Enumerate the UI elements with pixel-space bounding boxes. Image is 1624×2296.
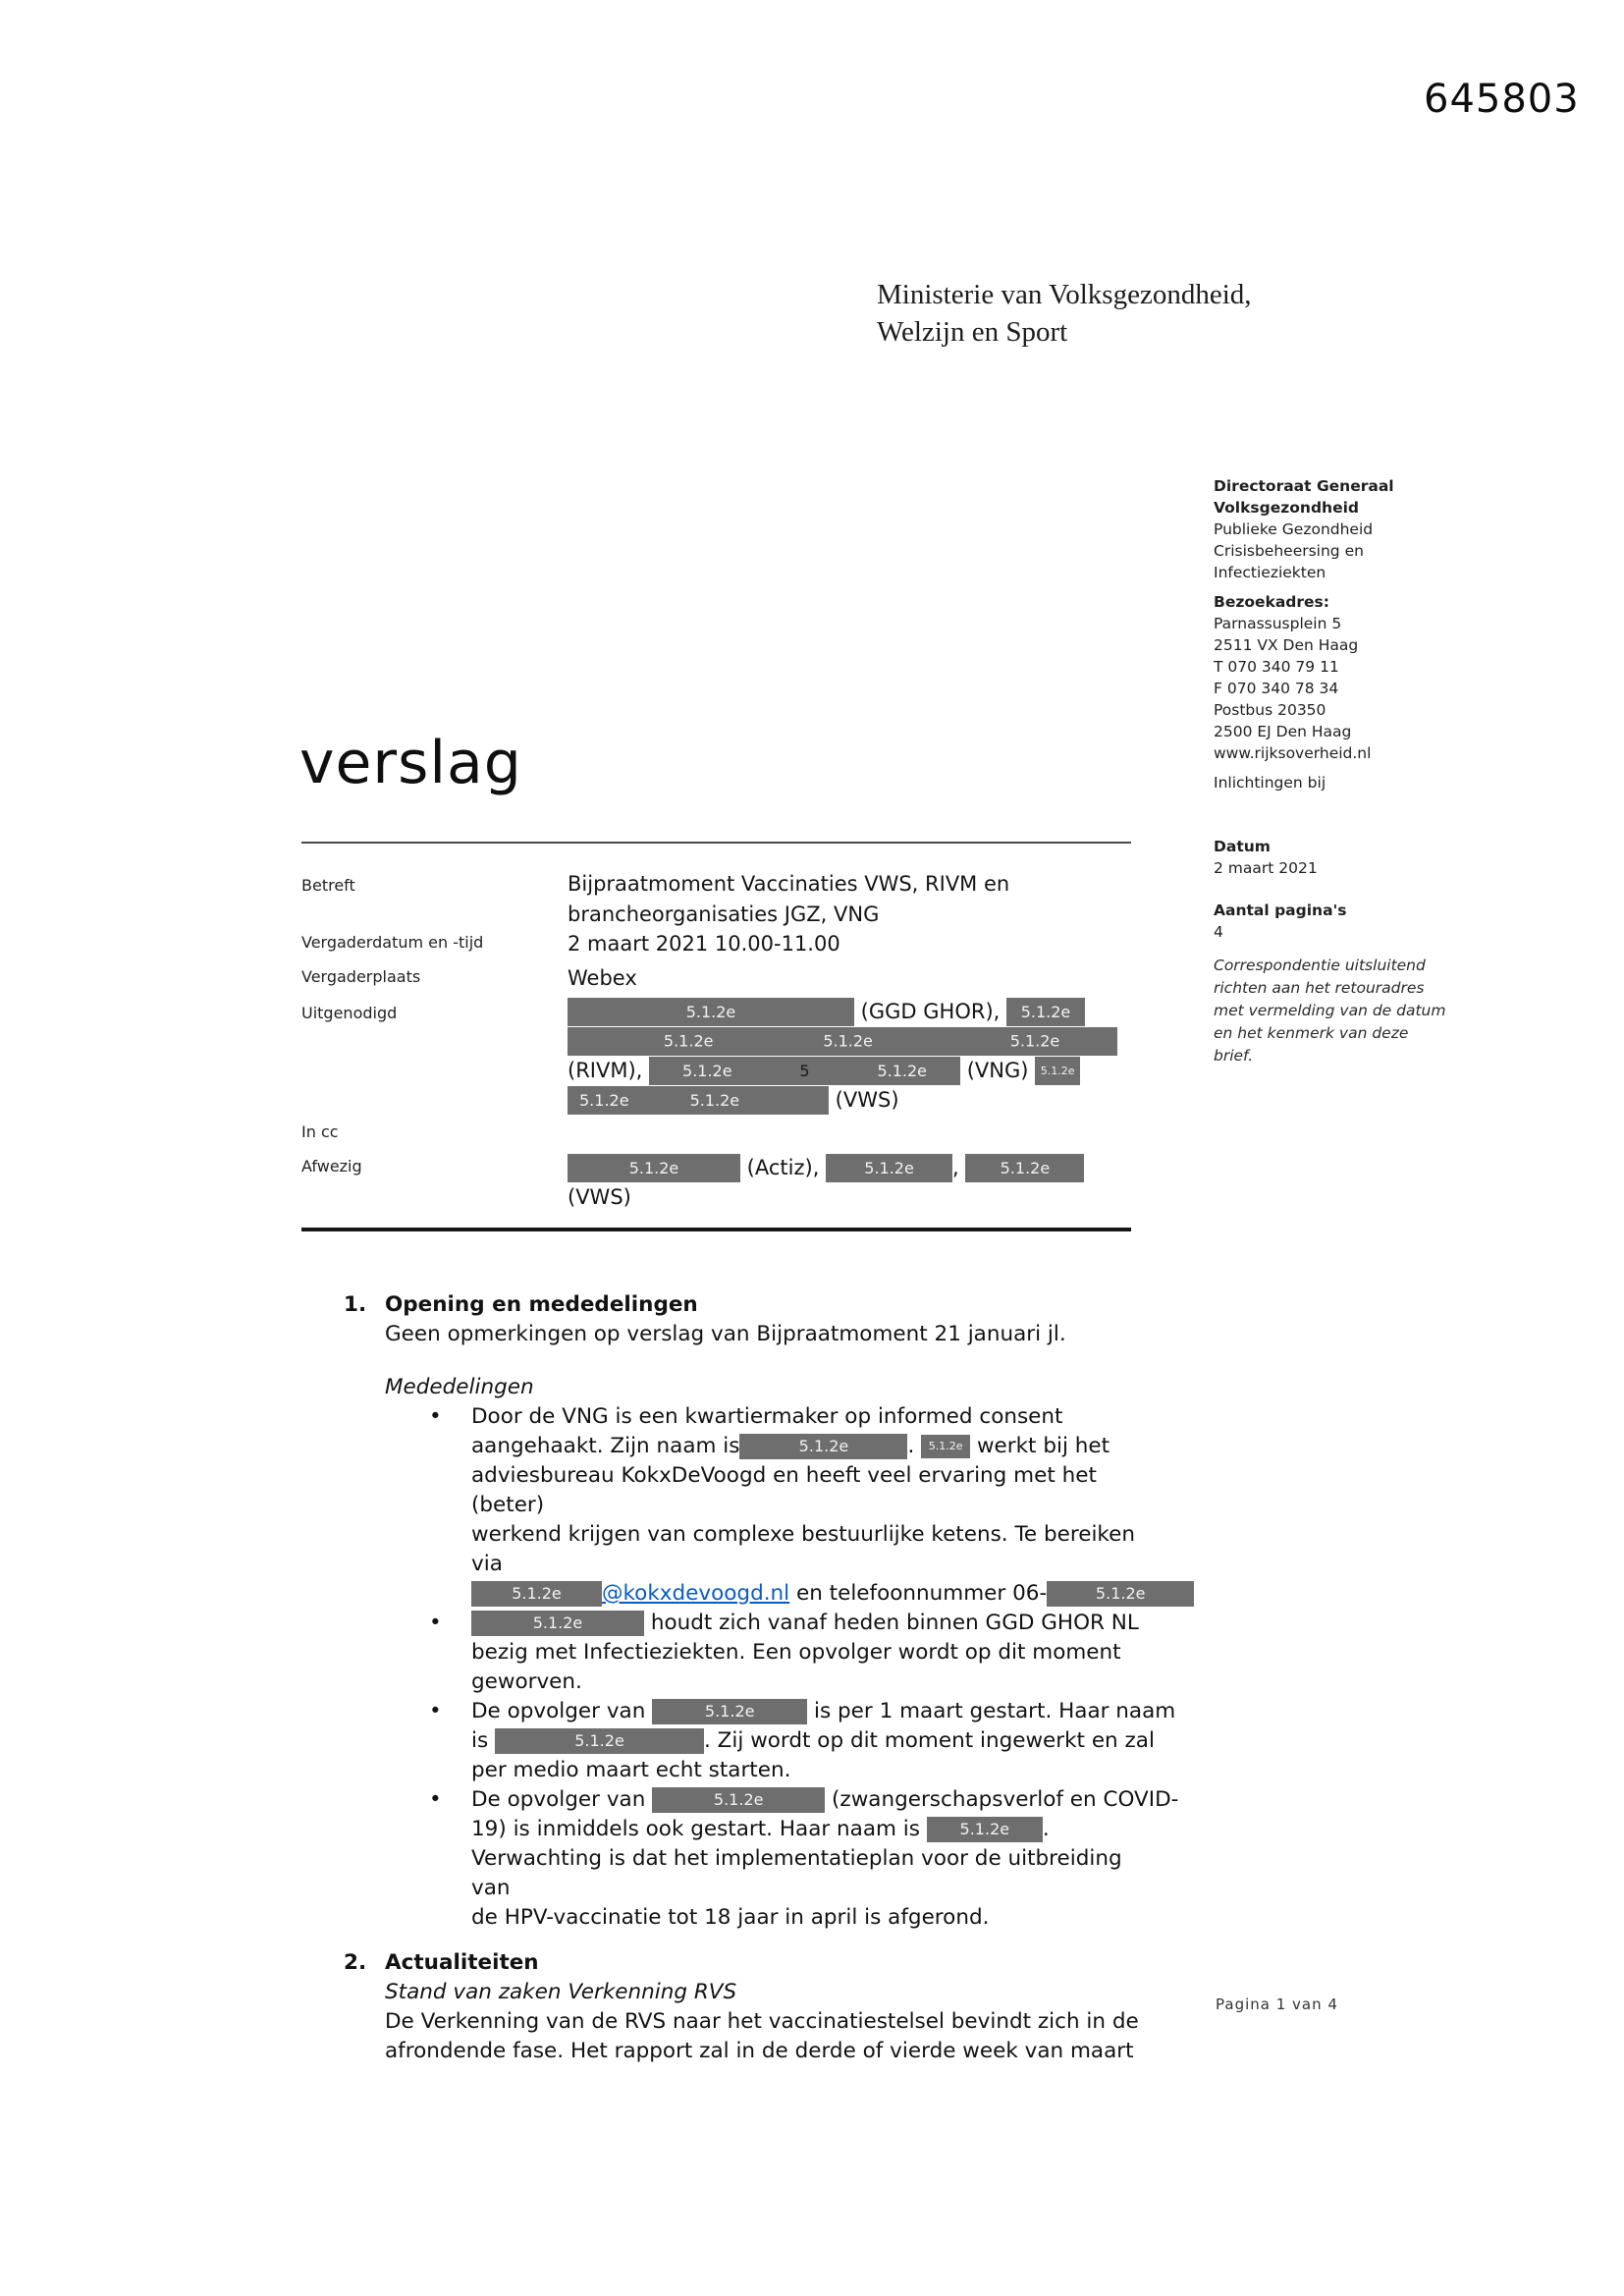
- bullet-line: de HPV-vaccinatie tot 18 jaar in april is afgerond.: [471, 1905, 990, 1930]
- bullet-item-3: [385, 1697, 1176, 1785]
- ministry-letterhead: [877, 276, 1252, 351]
- bullet-line: [471, 1579, 1146, 1609]
- bullet-line: per medio maart echt starten.: [471, 1758, 791, 1782]
- redaction-bar: [965, 1154, 1084, 1182]
- section-2-line: De Verkenning van de RVS naar het vaccinatiestelsel bevindt zich in de: [385, 2009, 1139, 2034]
- bullet-icon: •: [429, 1611, 442, 1635]
- bullet-text: 19) is inmiddels ook gestart. Haar naam is: [471, 1817, 927, 1841]
- bullet-icon: •: [429, 1404, 442, 1429]
- redaction-code: 5.1.2e: [682, 1061, 732, 1080]
- meeting-place-label: Vergaderplaats: [301, 967, 421, 986]
- page-footer: Pagina 1 van 4: [1216, 1995, 1338, 2013]
- redaction-code: 5.1.2e: [704, 1702, 755, 1721]
- note-line: brief.: [1214, 1047, 1254, 1065]
- betreft-label: Betreft: [301, 876, 355, 895]
- address-line: 2500 EJ Den Haag: [1214, 723, 1352, 740]
- bullet-line: geworven.: [471, 1669, 582, 1694]
- section-2-line: afrondende fase. Het rapport zal in de derde of vierde week van maart: [385, 2039, 1134, 2063]
- bullet-text: is: [471, 1728, 496, 1753]
- divider-thick: [301, 1228, 1131, 1231]
- betreft-line: brancheorganisaties JGZ, VNG: [568, 902, 880, 926]
- report-body: [344, 1290, 1179, 2066]
- redaction-code: 5.1.2e: [532, 1613, 583, 1632]
- redaction-code: 5.1.2e: [689, 1090, 740, 1110]
- redaction-code: 5.1.2e: [628, 1158, 679, 1177]
- redaction-bar: [652, 1787, 825, 1813]
- redaction-code: 5.1.2e: [864, 1158, 914, 1177]
- website-text: www.rijksoverheid.nl: [1214, 744, 1372, 762]
- redaction-bar: [568, 1027, 1117, 1056]
- note-line: en het kenmerk van deze: [1214, 1024, 1409, 1042]
- redaction-code: 5.1.2e: [1020, 1002, 1071, 1021]
- redaction-bar: [1006, 998, 1085, 1026]
- section-number: 1.: [344, 1292, 367, 1317]
- bullet-line: [471, 1815, 1143, 1844]
- bullet-text: .: [907, 1434, 922, 1458]
- bullet-text: (zwangerschapsverlof en COVID-: [825, 1787, 1179, 1812]
- bullet-line: werkend krijgen van complexe bestuurlijke ketens. Te bereiken via: [471, 1522, 1135, 1576]
- redaction-code: 5.1.2e: [579, 1090, 629, 1110]
- address-line: Postbus 20350: [1214, 701, 1326, 719]
- redaction-bar: [826, 1154, 952, 1182]
- ministry-name-line1: Ministerie van Volksgezondheid,: [877, 279, 1252, 310]
- bullet-line: [471, 1726, 1155, 1756]
- directorate-line: Volksgezondheid: [1214, 499, 1360, 517]
- invited-text: (VWS): [829, 1087, 899, 1112]
- bullet-text: aangehaakt. Zijn naam is: [471, 1434, 740, 1458]
- betreft-value: [568, 869, 1009, 930]
- unit-line: Infectieziekten: [1214, 564, 1326, 581]
- bullet-text: is per 1 maart gestart. Haar naam: [807, 1699, 1176, 1723]
- invited-row-1: [568, 997, 1117, 1026]
- bullet-line: [471, 1432, 1143, 1461]
- bullet-item-1: [385, 1402, 1146, 1609]
- subheading-verkenning-rvs: Stand van zaken Verkenning RVS: [385, 1980, 737, 2004]
- invited-row-4: [568, 1085, 1117, 1115]
- bullet-line: Verwachting is dat het implementatieplan voor de uitbreiding van: [471, 1846, 1122, 1900]
- page-count-value: 4: [1214, 923, 1223, 941]
- bullet-line: [471, 1609, 1143, 1638]
- subheading-mededelingen: Mededelingen: [385, 1375, 534, 1399]
- bullet-text: De opvolger van: [471, 1699, 653, 1723]
- redaction-bar: [921, 1435, 970, 1458]
- page-count-label: Aantal pagina's: [1214, 902, 1347, 919]
- meeting-datetime-value: 2 maart 2021 10.00-11.00: [568, 932, 840, 956]
- address-line: Parnassusplein 5: [1214, 615, 1342, 632]
- redaction-bar: [568, 998, 854, 1026]
- invited-text: (GGD GHOR),: [854, 999, 1006, 1023]
- absent-row-2: [568, 1182, 1084, 1212]
- note-line: richten aan het retouradres: [1214, 979, 1425, 997]
- redaction-bar: [471, 1581, 602, 1607]
- bullet-line: Door de VNG is een kwartiermaker op informed consent: [471, 1404, 1063, 1429]
- invited-label: Uitgenodigd: [301, 1004, 398, 1022]
- bullet-icon: •: [429, 1699, 442, 1723]
- bullet-line: [471, 1785, 1179, 1815]
- sidebar-date: [1214, 836, 1459, 879]
- absent-row-1: [568, 1153, 1084, 1182]
- section-title: Actualiteiten: [385, 1950, 539, 1975]
- date-value: 2 maart 2021: [1214, 859, 1318, 877]
- redaction-code: 5.1.2e: [959, 1820, 1010, 1838]
- redaction-code: 5.1.2e: [1095, 1584, 1146, 1603]
- address-line: 2511 VX Den Haag: [1214, 636, 1359, 654]
- bullet-line: adviesbureau KokxDeVoogd en heeft veel ervaring met het (beter): [471, 1463, 1097, 1517]
- invited-value: [568, 997, 1117, 1115]
- absent-value: [568, 1153, 1084, 1212]
- page-title: verslag: [299, 729, 522, 797]
- address-line: T 070 340 79 11: [1214, 658, 1339, 676]
- inquiries-label: Inlichtingen bij: [1214, 774, 1326, 792]
- redaction-code: 5.1.2e: [512, 1584, 562, 1603]
- section-1-intro: Geen opmerkingen op verslag van Bijpraatmoment 21 januari jl.: [385, 1322, 1066, 1346]
- redaction-bar: [927, 1817, 1043, 1842]
- redaction-code: 5.1.2e: [798, 1437, 849, 1455]
- redaction-code: 5.1.2e: [663, 1031, 714, 1051]
- redaction-bar: [1047, 1581, 1194, 1607]
- redaction-bar: [471, 1611, 644, 1636]
- betreft-line: Bijpraatmoment Vaccinaties VWS, RIVM en: [568, 872, 1010, 896]
- sidebar-visit-address: [1214, 591, 1459, 764]
- bullet-line: bezig met Infectieziekten. Een opvolger wordt op dit moment: [471, 1640, 1121, 1665]
- redaction-code: 5.1.2e: [685, 1002, 736, 1021]
- email-link[interactable]: @kokxdevoogd.nl: [602, 1581, 790, 1606]
- sidebar-directorate: [1214, 475, 1459, 583]
- correspondence-note: [1214, 955, 1459, 1067]
- absent-text: ,: [952, 1155, 966, 1179]
- bullet-text: en telefoonnummer 06-: [789, 1581, 1048, 1606]
- redaction-code: 5.1.2e: [1000, 1158, 1051, 1177]
- invited-row-2: [568, 1026, 1117, 1056]
- meeting-place-value: Webex: [568, 966, 637, 990]
- date-label: Datum: [1214, 838, 1271, 855]
- bullet-text: De opvolger van: [471, 1787, 653, 1812]
- section-number: 2.: [344, 1950, 367, 1975]
- redaction-bar: [652, 1699, 807, 1724]
- in-cc-label: In cc: [301, 1122, 339, 1141]
- stray-digit: 5: [799, 1061, 810, 1080]
- address-line: F 070 340 78 34: [1214, 680, 1339, 697]
- redaction-code: 5.1.2e: [1009, 1031, 1060, 1051]
- bullet-text: werkt bij het: [970, 1434, 1110, 1458]
- bullet-item-2: [385, 1609, 1143, 1697]
- invited-text: (VNG): [960, 1058, 1036, 1082]
- note-line: Correspondentie uitsluitend: [1214, 957, 1426, 974]
- section-1-heading: [344, 1290, 1143, 1320]
- invited-row-3: [568, 1056, 1117, 1085]
- redaction-bar: [568, 1154, 740, 1182]
- meeting-datetime-label: Vergaderdatum en -tijd: [301, 933, 484, 952]
- redaction-code: 5.1.2e: [1040, 1064, 1075, 1077]
- divider-thin: [301, 842, 1131, 844]
- redaction-code: 5.1.2e: [877, 1061, 928, 1080]
- bullet-text: . Zij wordt op dit moment ingewerkt en zal: [704, 1728, 1155, 1753]
- absent-label: Afwezig: [301, 1157, 362, 1175]
- redaction-bar: [495, 1728, 704, 1754]
- bullet-text: .: [1042, 1817, 1050, 1841]
- absent-text: (VWS): [568, 1184, 631, 1209]
- absent-text: (Actiz),: [740, 1155, 827, 1179]
- bullet-line: [471, 1697, 1176, 1726]
- redaction-code: 5.1.2e: [574, 1731, 624, 1750]
- redaction-code: 5.1.2e: [713, 1790, 764, 1809]
- note-line: met vermelding van de datum: [1214, 1002, 1446, 1019]
- bullet-item-4: [385, 1785, 1179, 1933]
- bullet-icon: •: [429, 1787, 442, 1812]
- redaction-bar: [568, 1086, 829, 1115]
- ministry-name-line2: Welzijn en Sport: [877, 316, 1068, 348]
- redaction-bar: [1035, 1057, 1080, 1085]
- spacer: [385, 1933, 1143, 1948]
- spacer: [385, 1349, 1143, 1373]
- document-id-number: 645803: [1424, 77, 1580, 122]
- redaction-bar: [739, 1434, 907, 1459]
- bullet-text: houdt zich vanaf heden binnen GGD GHOR NL: [644, 1611, 1139, 1635]
- visit-address-label: Bezoekadres:: [1214, 593, 1329, 611]
- section-title: Opening en mededelingen: [385, 1292, 698, 1317]
- directorate-line: Directoraat Generaal: [1214, 477, 1394, 495]
- redaction-code: 5.1.2e: [928, 1440, 963, 1452]
- unit-line: Publieke Gezondheid: [1214, 520, 1374, 538]
- redaction-code: 5.1.2e: [823, 1031, 873, 1051]
- redaction-bar: [649, 1057, 960, 1085]
- invited-text: (RIVM),: [568, 1058, 650, 1082]
- unit-line: Crisisbeheersing en: [1214, 542, 1364, 560]
- section-2-heading: [344, 1948, 1143, 1978]
- sidebar-page-count: [1214, 900, 1459, 943]
